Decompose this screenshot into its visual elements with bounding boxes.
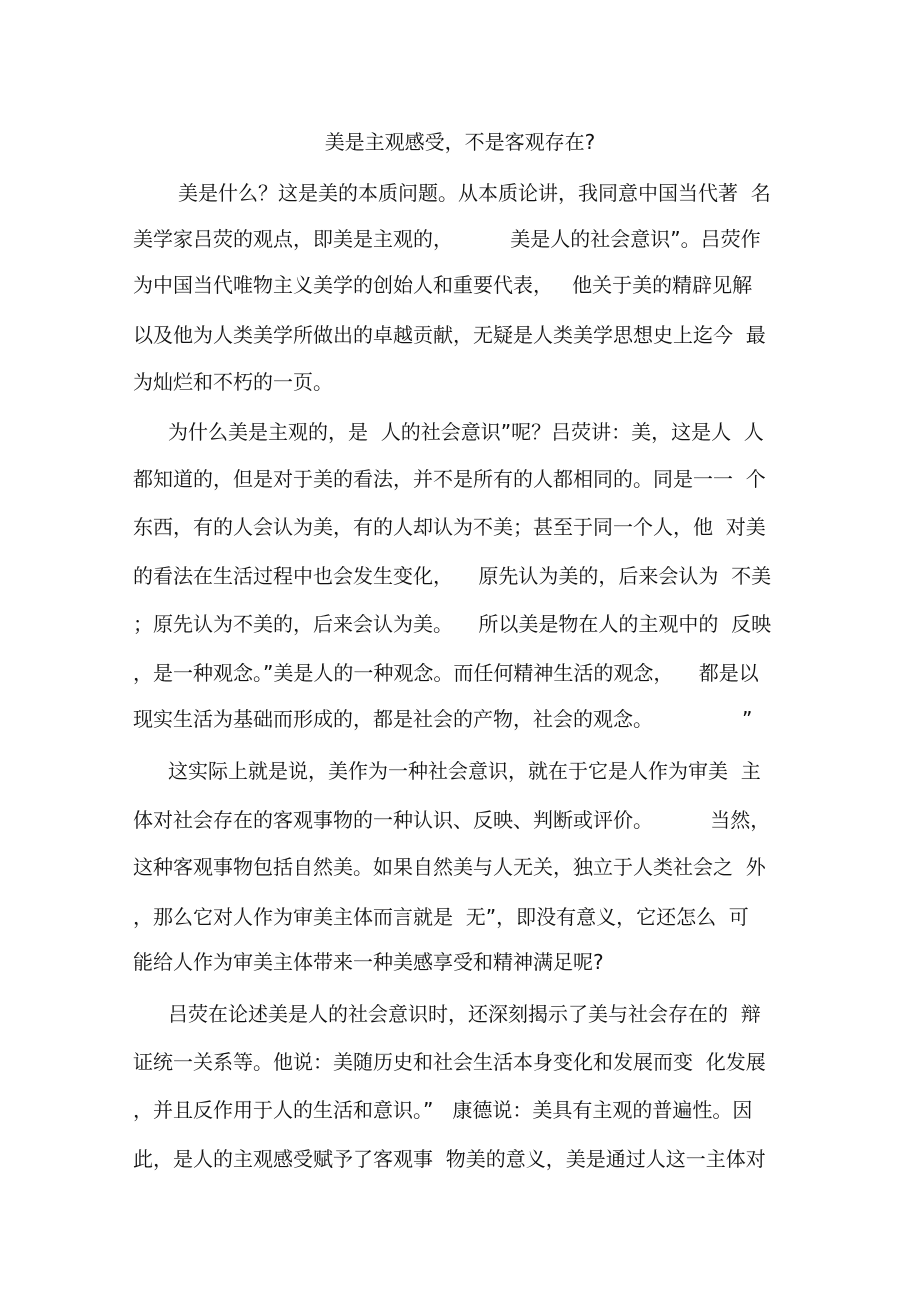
document-title: 美是主观感受，不是客观存在? — [324, 130, 596, 154]
paragraph-1-line-5: 为灿烂和不朽的一页。 — [133, 370, 333, 394]
paragraph-4-line-4: 此，是人的主观感受赋予了客观事 物美的意义，美是通过人这一主体对 — [133, 1147, 766, 1171]
paragraph-1-line-3: 为中国当代唯物主义美学的创始人和重要代表， 他关于美的精辟见解 — [133, 273, 753, 297]
paragraph-1-line-2: 美学家吕荧的观点，即美是主观的， 美是人的社会意识”。吕荧作 — [133, 227, 761, 251]
paragraph-2-line-1: 为什么美是主观的，是 人的社会意识”呢？吕荧讲：美，这是人 人 — [168, 420, 764, 444]
paragraph-4-line-1: 吕荧在论述美是人的社会意识时，还深刻揭示了美与社会存在的 辩 — [168, 1002, 761, 1026]
paragraph-2-line-5: ；原先认为不美的，后来会认为美。 所以美是物在人的主观中的 反映 — [133, 612, 772, 636]
paragraph-3-line-4: ，那么它对人作为审美主体而言就是 无”，即没有意义，它还怎么 可 — [133, 905, 749, 929]
paragraph-4-line-3: ，并且反作用于人的生活和意识。” 康德说：美具有主观的普遍性。因 — [133, 1098, 753, 1122]
paragraph-3-line-3: 这种客观事物包括自然美。如果自然美与人无关，独立于人类社会之 外 — [133, 855, 766, 879]
paragraph-2-line-7: 现实生活为基础而形成的，都是社会的产物，社会的观念。 ” — [133, 707, 753, 731]
paragraph-1-line-1: 美是什么？这是美的本质问题。从本质论讲，我同意中国当代著 名 — [178, 181, 771, 205]
paragraph-2-line-4: 的看法在生活过程中也会发生变化， 原先认为美的，后来会认为 不美 — [133, 564, 772, 588]
paragraph-2-line-3: 东西，有的人会认为美，有的人却认为不美；甚至于同一个人，他 对美 — [133, 515, 766, 539]
paragraph-1-line-4: 以及他为人类美学所做出的卓越贡献，无疑是人类美学思想史上迄今 最 — [133, 323, 766, 347]
paragraph-4-line-2: 证统一关系等。他说：美随历史和社会生活本身变化和发展而变 化发展 — [133, 1050, 766, 1074]
paragraph-3-line-5: 能给人作为审美主体带来一种美感享受和精神满足呢? — [133, 950, 604, 974]
paragraph-3-line-2: 体对社会存在的客观事物的一种认识、反映、判断或评价。 当然， — [133, 808, 771, 832]
paragraph-2-line-6: ，是一种观念。”美是人的一种观念。而任何精神生活的观念， 都是以 — [133, 661, 759, 685]
paragraph-3-line-1: 这实际上就是说，美作为一种社会意识，就在于它是人作为审美 主 — [168, 759, 761, 783]
paragraph-2-line-2: 都知道的，但是对于美的看法，并不是所有的人都相同的。同是一一 个 — [133, 467, 766, 491]
